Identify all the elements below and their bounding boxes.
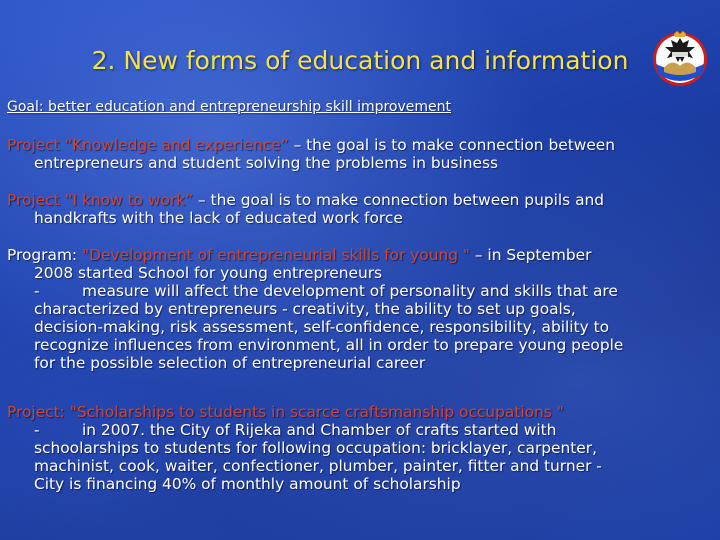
- program-sub-item: [7, 282, 713, 372]
- sub-line: measure will affect the development of personality and skills that are: [82, 282, 618, 300]
- sub-line: City is financing 40% of monthly amount of scholarship: [34, 475, 461, 493]
- sub-line: recognize influences from environment, all in order to prepare young people: [34, 336, 624, 354]
- project-text: handkrafts with the lack of educated work force: [34, 209, 403, 227]
- program-prefix: Program:: [7, 246, 83, 264]
- bullet-dash: -: [34, 282, 40, 300]
- project-knowledge-experience: [7, 136, 713, 172]
- project-name: Project “Knowledge and experience”: [7, 136, 289, 154]
- sub-line: machinist, cook, waiter, confectioner, plumber, painter, fitter and turner -: [34, 457, 602, 475]
- project-text: entrepreneurs and student solving the problems in business: [34, 154, 498, 172]
- program-entrepreneurial-skills: [7, 246, 713, 372]
- project-name: Project “I know to work”: [7, 191, 194, 209]
- coat-of-arms-icon: [650, 28, 710, 88]
- project-name: Project: "Scholarships to students in scarce craftsmanship occupations ": [7, 403, 564, 421]
- program-text: 2008 started School for young entrepreneurs: [34, 264, 383, 282]
- program-name: "Development of entrepreneurial skills for young ": [82, 246, 470, 264]
- project-text: – the goal is to make connection between pupils and: [193, 191, 605, 209]
- bullet-dash: -: [34, 421, 40, 439]
- project-sub-item: [7, 421, 713, 493]
- sub-line: characterized by entrepreneurs - creativity, the ability to set up goals,: [34, 300, 576, 318]
- sub-line: in 2007. the City of Rijeka and Chamber of crafts started with: [82, 421, 557, 439]
- sub-line: schoolarships to students for following occupation: bricklayer, carpenter,: [34, 439, 597, 457]
- sub-line: decision-making, risk assessment, self-confidence, responsibility, ability to: [34, 318, 610, 336]
- project-scholarships: [7, 403, 713, 493]
- program-text: – in September: [469, 246, 592, 264]
- project-text: – the goal is to make connection between: [288, 136, 616, 154]
- sub-line: for the possible selection of entrepreneurial career: [34, 354, 426, 372]
- slide-title: 2. New forms of education and information: [91, 46, 629, 75]
- project-i-know-to-work: [7, 191, 713, 227]
- goal-statement: Goal: better education and entrepreneurship skill improvement: [7, 99, 452, 115]
